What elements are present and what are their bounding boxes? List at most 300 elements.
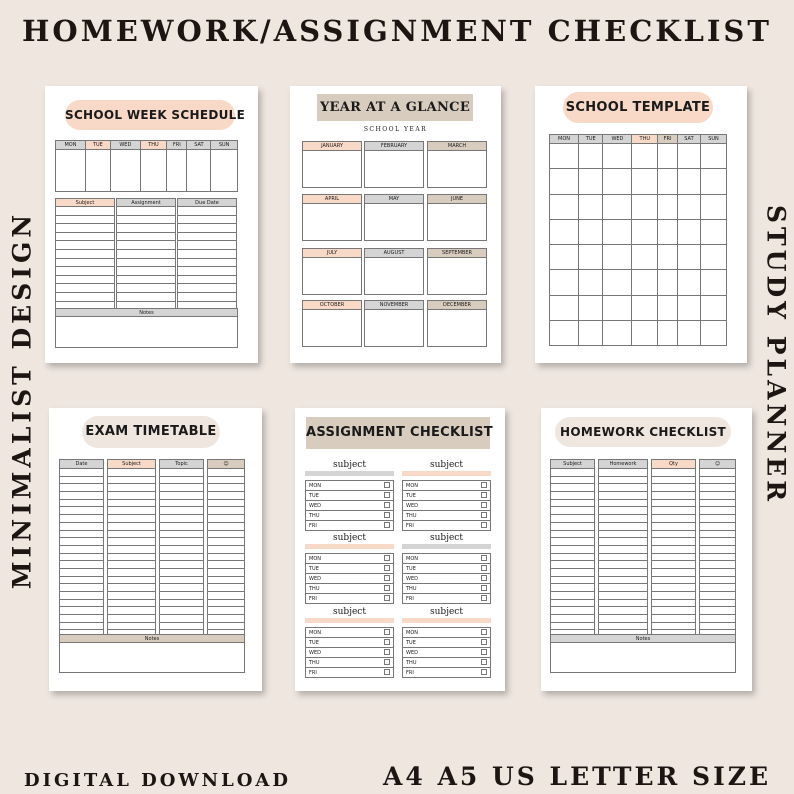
checkbox[interactable] (479, 554, 491, 564)
grid-cell[interactable] (550, 169, 579, 194)
table-row[interactable] (108, 545, 156, 553)
table-row[interactable] (700, 553, 736, 561)
grid-cell[interactable] (579, 194, 603, 219)
table-row[interactable] (108, 561, 156, 569)
table-row[interactable] (178, 241, 237, 250)
grid-cell[interactable] (658, 270, 678, 295)
table-row[interactable] (178, 232, 237, 241)
table-row[interactable] (599, 530, 648, 538)
table-row[interactable] (178, 284, 237, 293)
grid-cell[interactable] (701, 219, 727, 244)
table-row[interactable] (108, 622, 156, 630)
grid-cell[interactable] (677, 219, 700, 244)
grid-cell[interactable] (550, 245, 579, 270)
table-row[interactable] (108, 476, 156, 484)
table-row[interactable] (60, 584, 104, 592)
table-row[interactable] (60, 615, 104, 623)
table-row[interactable] (160, 576, 204, 584)
checkbox-icon[interactable] (384, 595, 390, 601)
table-row[interactable] (652, 492, 696, 500)
table-row[interactable] (599, 553, 648, 561)
table-row[interactable] (160, 615, 204, 623)
table-row[interactable] (108, 522, 156, 530)
grid-cell[interactable] (701, 295, 727, 320)
table-row[interactable] (599, 492, 648, 500)
grid-cell[interactable] (701, 169, 727, 194)
table-row[interactable] (60, 476, 104, 484)
checkbox[interactable] (479, 521, 491, 531)
table-row[interactable] (700, 561, 736, 569)
checkbox[interactable] (382, 584, 394, 594)
checkbox-icon[interactable] (384, 575, 390, 581)
checkbox[interactable] (479, 628, 491, 638)
table-row[interactable] (652, 507, 696, 515)
table-row[interactable] (160, 599, 204, 607)
table-row[interactable] (60, 530, 104, 538)
table-row[interactable] (551, 507, 595, 515)
table-row[interactable] (208, 607, 245, 615)
checkbox-icon[interactable] (384, 555, 390, 561)
table-row[interactable] (160, 561, 204, 569)
table-row[interactable] (208, 576, 245, 584)
table-row[interactable] (208, 592, 245, 600)
checkbox-icon[interactable] (481, 555, 487, 561)
grid-cell[interactable] (701, 144, 727, 169)
checkbox[interactable] (382, 501, 394, 511)
checkbox[interactable] (479, 511, 491, 521)
table-row[interactable] (178, 207, 237, 216)
table-row[interactable] (160, 592, 204, 600)
grid-cell[interactable] (632, 169, 658, 194)
checkbox[interactable] (382, 481, 394, 491)
grid-cell[interactable] (603, 169, 632, 194)
table-row[interactable] (108, 484, 156, 492)
table-row[interactable] (700, 522, 736, 530)
grid-cell[interactable] (677, 320, 700, 345)
table-row[interactable] (599, 615, 648, 623)
table-row[interactable] (652, 561, 696, 569)
table-row[interactable] (700, 530, 736, 538)
table-row[interactable] (108, 515, 156, 523)
table-row[interactable] (700, 622, 736, 630)
table-row[interactable] (108, 607, 156, 615)
checkbox-icon[interactable] (481, 565, 487, 571)
table-row[interactable] (208, 615, 245, 623)
table-row[interactable] (60, 484, 104, 492)
table-row[interactable] (551, 530, 595, 538)
checkbox[interactable] (382, 554, 394, 564)
table-row[interactable] (652, 484, 696, 492)
table-row[interactable] (652, 615, 696, 623)
grid-cell[interactable] (677, 295, 700, 320)
table-row[interactable] (60, 576, 104, 584)
table-row[interactable] (700, 538, 736, 546)
grid-cell[interactable] (550, 295, 579, 320)
grid-cell[interactable] (550, 219, 579, 244)
table-row[interactable] (60, 507, 104, 515)
table-row[interactable] (551, 561, 595, 569)
table-row[interactable] (178, 249, 237, 258)
table-row[interactable] (108, 568, 156, 576)
table-row[interactable] (117, 232, 176, 241)
table-row[interactable] (117, 249, 176, 258)
table-row[interactable] (108, 499, 156, 507)
table-row[interactable] (599, 484, 648, 492)
checkbox[interactable] (382, 511, 394, 521)
table-row[interactable] (700, 492, 736, 500)
table-row[interactable] (56, 292, 115, 301)
table-row[interactable] (117, 207, 176, 216)
checkbox[interactable] (382, 564, 394, 574)
table-row[interactable] (551, 492, 595, 500)
checkbox[interactable] (382, 668, 394, 678)
table-row[interactable] (160, 568, 204, 576)
table-row[interactable] (60, 492, 104, 500)
table-row[interactable] (551, 584, 595, 592)
table-row[interactable] (108, 592, 156, 600)
table-row[interactable] (178, 275, 237, 284)
table-row[interactable] (208, 476, 245, 484)
grid-cell[interactable] (658, 194, 678, 219)
checkbox[interactable] (479, 594, 491, 604)
table-row[interactable] (56, 232, 115, 241)
table-row[interactable] (652, 515, 696, 523)
table-row[interactable] (160, 499, 204, 507)
table-row[interactable] (551, 499, 595, 507)
table-row[interactable] (117, 267, 176, 276)
grid-cell[interactable] (677, 270, 700, 295)
table-row[interactable] (60, 499, 104, 507)
checkbox-icon[interactable] (481, 629, 487, 635)
table-row[interactable] (551, 592, 595, 600)
checkbox-icon[interactable] (384, 585, 390, 591)
checkbox[interactable] (382, 594, 394, 604)
table-row[interactable] (108, 507, 156, 515)
table-row[interactable] (117, 224, 176, 233)
grid-cell[interactable] (658, 245, 678, 270)
table-row[interactable] (208, 622, 245, 630)
table-row[interactable] (599, 469, 648, 477)
grid-cell[interactable] (603, 219, 632, 244)
table-row[interactable] (599, 584, 648, 592)
grid-cell[interactable] (677, 169, 700, 194)
table-row[interactable] (599, 561, 648, 569)
table-row[interactable] (551, 607, 595, 615)
table-row[interactable] (160, 530, 204, 538)
table-row[interactable] (700, 568, 736, 576)
grid-cell[interactable] (701, 270, 727, 295)
grid-cell[interactable] (658, 169, 678, 194)
table-row[interactable] (599, 522, 648, 530)
checkbox-icon[interactable] (481, 502, 487, 508)
checkbox-icon[interactable] (481, 639, 487, 645)
table-row[interactable] (652, 592, 696, 600)
checkbox-icon[interactable] (481, 659, 487, 665)
checkbox-icon[interactable] (384, 512, 390, 518)
grid-cell[interactable] (579, 245, 603, 270)
table-row[interactable] (160, 522, 204, 530)
checkbox-icon[interactable] (481, 595, 487, 601)
table-row[interactable] (599, 476, 648, 484)
table-row[interactable] (551, 622, 595, 630)
checkbox-icon[interactable] (384, 649, 390, 655)
table-row[interactable] (551, 553, 595, 561)
table-row[interactable] (700, 499, 736, 507)
table-row[interactable] (160, 507, 204, 515)
table-row[interactable] (700, 469, 736, 477)
grid-cell[interactable] (701, 320, 727, 345)
grid-cell[interactable] (677, 144, 700, 169)
grid-cell[interactable] (677, 194, 700, 219)
table-row[interactable] (652, 499, 696, 507)
table-row[interactable] (160, 622, 204, 630)
table-row[interactable] (60, 469, 104, 477)
table-row[interactable] (700, 576, 736, 584)
table-row[interactable] (117, 258, 176, 267)
table-row[interactable] (652, 607, 696, 615)
grid-cell[interactable] (632, 320, 658, 345)
grid-cell[interactable] (701, 245, 727, 270)
table-row[interactable] (599, 622, 648, 630)
table-row[interactable] (60, 568, 104, 576)
grid-cell[interactable] (658, 320, 678, 345)
table-row[interactable] (652, 553, 696, 561)
checkbox[interactable] (479, 638, 491, 648)
table-row[interactable] (178, 292, 237, 301)
table-row[interactable] (60, 522, 104, 530)
table-row[interactable] (551, 476, 595, 484)
table-row[interactable] (117, 241, 176, 250)
table-row[interactable] (56, 215, 115, 224)
table-row[interactable] (208, 499, 245, 507)
grid-cell[interactable] (603, 194, 632, 219)
table-row[interactable] (56, 267, 115, 276)
table-row[interactable] (117, 215, 176, 224)
table-row[interactable] (208, 538, 245, 546)
table-row[interactable] (551, 615, 595, 623)
checkbox[interactable] (479, 648, 491, 658)
table-row[interactable] (60, 553, 104, 561)
table-row[interactable] (208, 553, 245, 561)
checkbox[interactable] (479, 564, 491, 574)
grid-cell[interactable] (603, 144, 632, 169)
table-row[interactable] (700, 592, 736, 600)
grid-cell[interactable] (603, 295, 632, 320)
table-row[interactable] (60, 607, 104, 615)
table-row[interactable] (60, 622, 104, 630)
checkbox-icon[interactable] (481, 492, 487, 498)
table-row[interactable] (208, 568, 245, 576)
grid-cell[interactable] (632, 245, 658, 270)
table-row[interactable] (700, 515, 736, 523)
grid-cell[interactable] (632, 270, 658, 295)
grid-cell[interactable] (677, 245, 700, 270)
table-row[interactable] (208, 599, 245, 607)
table-row[interactable] (599, 576, 648, 584)
table-row[interactable] (178, 224, 237, 233)
table-row[interactable] (551, 545, 595, 553)
table-row[interactable] (208, 561, 245, 569)
checkbox[interactable] (479, 501, 491, 511)
checkbox[interactable] (382, 521, 394, 531)
table-row[interactable] (700, 607, 736, 615)
checkbox-icon[interactable] (384, 565, 390, 571)
table-row[interactable] (700, 507, 736, 515)
table-row[interactable] (599, 592, 648, 600)
table-row[interactable] (160, 484, 204, 492)
table-row[interactable] (60, 545, 104, 553)
table-row[interactable] (178, 258, 237, 267)
table-row[interactable] (160, 553, 204, 561)
table-row[interactable] (208, 515, 245, 523)
table-row[interactable] (56, 224, 115, 233)
checkbox-icon[interactable] (481, 522, 487, 528)
grid-cell[interactable] (550, 194, 579, 219)
grid-cell[interactable] (658, 144, 678, 169)
checkbox[interactable] (382, 638, 394, 648)
table-row[interactable] (599, 515, 648, 523)
table-row[interactable] (117, 275, 176, 284)
checkbox[interactable] (479, 668, 491, 678)
table-row[interactable] (160, 545, 204, 553)
table-row[interactable] (108, 538, 156, 546)
table-row[interactable] (652, 522, 696, 530)
table-row[interactable] (56, 241, 115, 250)
checkbox[interactable] (479, 574, 491, 584)
grid-cell[interactable] (579, 320, 603, 345)
table-row[interactable] (700, 476, 736, 484)
table-row[interactable] (208, 522, 245, 530)
table-row[interactable] (599, 568, 648, 576)
grid-cell[interactable] (579, 295, 603, 320)
grid-cell[interactable] (550, 144, 579, 169)
table-row[interactable] (160, 607, 204, 615)
table-row[interactable] (551, 538, 595, 546)
table-row[interactable] (117, 292, 176, 301)
checkbox-icon[interactable] (481, 512, 487, 518)
table-row[interactable] (551, 576, 595, 584)
table-row[interactable] (160, 515, 204, 523)
checkbox-icon[interactable] (384, 482, 390, 488)
table-row[interactable] (178, 215, 237, 224)
table-row[interactable] (108, 530, 156, 538)
table-row[interactable] (208, 507, 245, 515)
checkbox[interactable] (382, 574, 394, 584)
table-row[interactable] (108, 576, 156, 584)
table-row[interactable] (208, 469, 245, 477)
grid-cell[interactable] (632, 219, 658, 244)
table-row[interactable] (599, 499, 648, 507)
grid-cell[interactable] (603, 320, 632, 345)
table-row[interactable] (652, 622, 696, 630)
table-row[interactable] (108, 469, 156, 477)
table-row[interactable] (700, 615, 736, 623)
checkbox[interactable] (479, 481, 491, 491)
table-row[interactable] (652, 599, 696, 607)
table-row[interactable] (108, 492, 156, 500)
grid-cell[interactable] (603, 270, 632, 295)
table-row[interactable] (599, 507, 648, 515)
table-row[interactable] (160, 538, 204, 546)
table-row[interactable] (160, 476, 204, 484)
table-row[interactable] (652, 576, 696, 584)
table-row[interactable] (160, 584, 204, 592)
table-row[interactable] (60, 592, 104, 600)
grid-cell[interactable] (632, 295, 658, 320)
table-row[interactable] (60, 538, 104, 546)
table-row[interactable] (208, 545, 245, 553)
table-row[interactable] (108, 599, 156, 607)
grid-cell[interactable] (579, 219, 603, 244)
checkbox-icon[interactable] (384, 669, 390, 675)
table-row[interactable] (178, 267, 237, 276)
table-row[interactable] (56, 249, 115, 258)
table-row[interactable] (208, 530, 245, 538)
grid-cell[interactable] (632, 194, 658, 219)
table-row[interactable] (56, 284, 115, 293)
table-row[interactable] (700, 599, 736, 607)
table-row[interactable] (56, 207, 115, 216)
table-row[interactable] (551, 568, 595, 576)
checkbox-icon[interactable] (384, 629, 390, 635)
table-row[interactable] (108, 615, 156, 623)
checkbox-icon[interactable] (384, 522, 390, 528)
table-row[interactable] (60, 515, 104, 523)
checkbox-icon[interactable] (481, 649, 487, 655)
table-row[interactable] (700, 545, 736, 553)
table-row[interactable] (56, 258, 115, 267)
table-row[interactable] (652, 584, 696, 592)
table-row[interactable] (160, 492, 204, 500)
table-row[interactable] (56, 275, 115, 284)
table-row[interactable] (551, 522, 595, 530)
table-row[interactable] (652, 545, 696, 553)
grid-cell[interactable] (632, 144, 658, 169)
table-row[interactable] (652, 530, 696, 538)
grid-cell[interactable] (550, 270, 579, 295)
checkbox[interactable] (382, 628, 394, 638)
table-row[interactable] (652, 568, 696, 576)
table-row[interactable] (60, 561, 104, 569)
table-row[interactable] (108, 584, 156, 592)
table-row[interactable] (208, 584, 245, 592)
table-row[interactable] (160, 469, 204, 477)
table-row[interactable] (700, 484, 736, 492)
table-row[interactable] (652, 538, 696, 546)
checkbox-icon[interactable] (481, 585, 487, 591)
table-row[interactable] (652, 476, 696, 484)
table-row[interactable] (117, 284, 176, 293)
grid-cell[interactable] (658, 295, 678, 320)
table-row[interactable] (208, 484, 245, 492)
grid-cell[interactable] (579, 270, 603, 295)
checkbox-icon[interactable] (481, 575, 487, 581)
table-row[interactable] (700, 584, 736, 592)
table-row[interactable] (208, 492, 245, 500)
checkbox-icon[interactable] (481, 669, 487, 675)
table-row[interactable] (551, 515, 595, 523)
grid-cell[interactable] (603, 245, 632, 270)
table-row[interactable] (599, 545, 648, 553)
checkbox[interactable] (382, 491, 394, 501)
checkbox-icon[interactable] (384, 639, 390, 645)
grid-cell[interactable] (658, 219, 678, 244)
grid-cell[interactable] (701, 194, 727, 219)
checkbox[interactable] (382, 658, 394, 668)
grid-cell[interactable] (579, 169, 603, 194)
grid-cell[interactable] (550, 320, 579, 345)
checkbox-icon[interactable] (384, 659, 390, 665)
